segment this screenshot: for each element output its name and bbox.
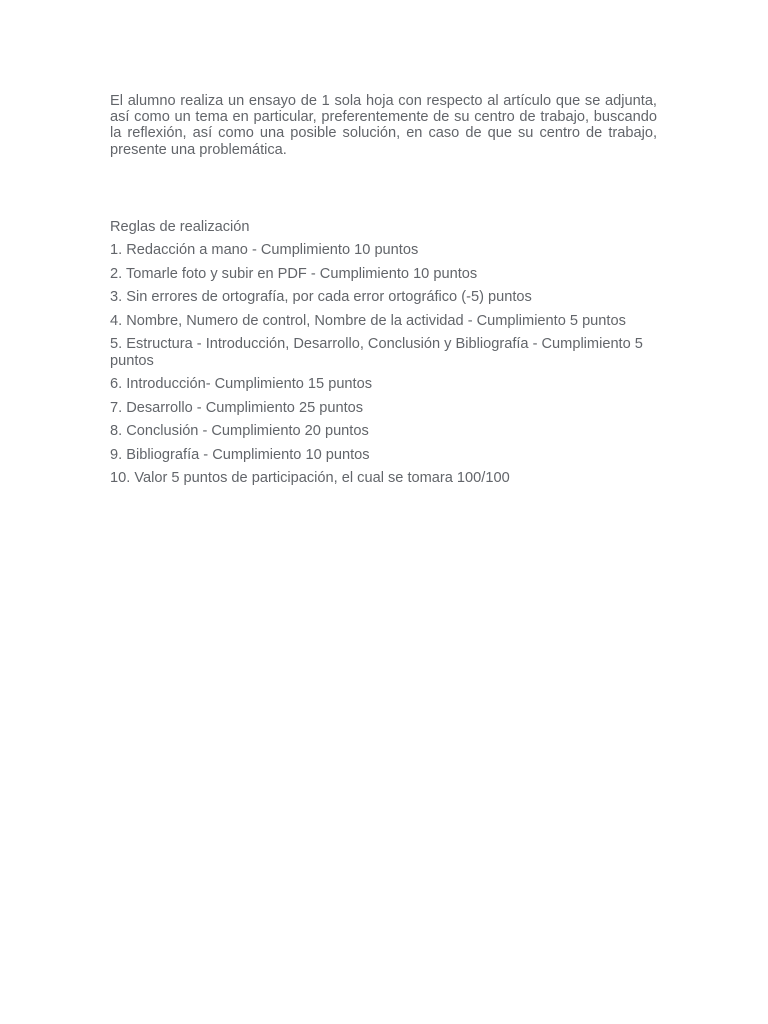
rule-item: 3. Sin errores de ortografía, por cada error ortográfico (-5) puntos [110,289,532,306]
rule-item: 7. Desarrollo - Cumplimiento 25 puntos [110,399,364,416]
rules-section [110,219,657,486]
rule-item: 2. Tomarle foto y subir en PDF - Cumplimiento 10 puntos [110,265,478,282]
rules-heading: Reglas de realización [110,218,250,235]
rule-item: 9. Bibliografía - Cumplimiento 10 puntos [110,446,370,463]
rule-item: 10. Valor 5 puntos de participación, el cual se tomara 100/100 [110,470,510,487]
document-page [110,93,657,486]
intro-paragraph: El alumno realiza un ensayo de 1 sola hoja con respecto al artículo que se adjunta, así como un tema en particular, preferentemente de su centro de trabajo, buscando la reflexión, así como una posible solución, en caso de que su centro de trabajo, presente una problemática. [110,93,657,158]
rule-item: 6. Introducción- Cumplimiento 15 puntos [110,376,373,393]
rule-item: 8. Conclusión - Cumplimiento 20 puntos [110,423,369,440]
rule-item: 1. Redacción a mano - Cumplimiento 10 puntos [110,242,419,259]
rule-item: 4. Nombre, Numero de control, Nombre de la actividad - Cumplimiento 5 puntos [110,312,626,329]
rule-item: 5. Estructura - Introducción, Desarrollo, Conclusión y Bibliografía - Cumplimiento 5 puntos [110,336,643,369]
rules-list [110,242,657,486]
